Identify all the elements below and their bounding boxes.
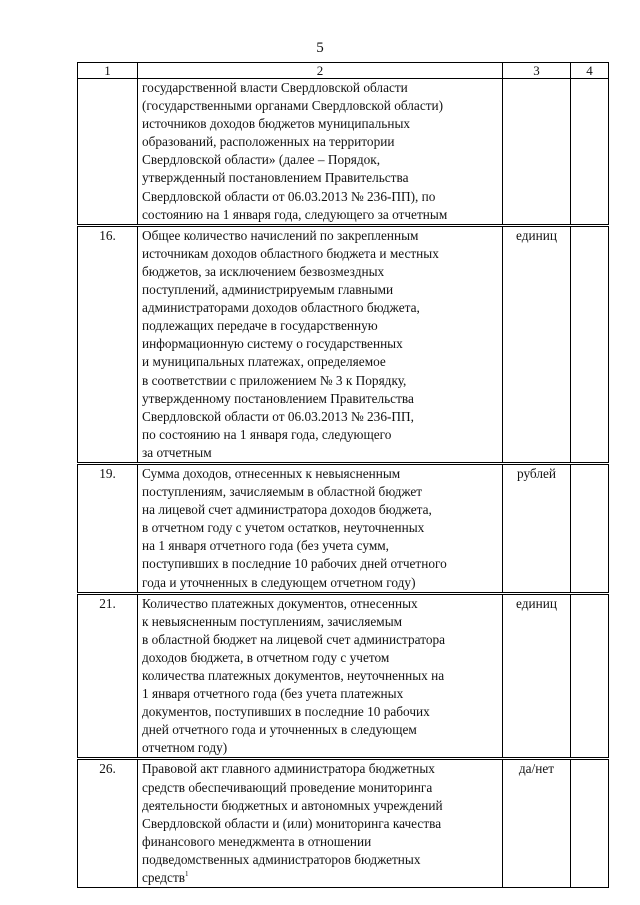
description-line-text: Общее количество начислений по закрепленным — [142, 227, 419, 243]
description-line — [142, 169, 498, 187]
row-number: 19. — [78, 463, 138, 593]
table-row — [78, 593, 609, 759]
description-line — [142, 483, 498, 501]
description-line — [142, 465, 498, 483]
description-line-text: количества платежных документов, неуточненных на — [142, 668, 445, 683]
description-line-text: образований, расположенных на территории — [142, 134, 395, 150]
indicator-value — [571, 759, 609, 888]
description-line-text: Количество платежных документов, отнесенных — [142, 595, 418, 611]
description-line — [142, 281, 498, 299]
table-row — [78, 79, 609, 226]
description-line-text: поступивших в последние 10 рабочих дней отчетного — [142, 556, 447, 572]
description-line-text: государственной власти Свердловской области — [142, 80, 408, 95]
description-line-text: информационную систему о государственных — [142, 336, 403, 352]
description-line-text: администраторами доходов областного бюджета, — [142, 300, 420, 316]
description-line-text: за отчетным — [142, 444, 212, 460]
indicators-table — [77, 62, 609, 888]
description-line — [142, 79, 498, 97]
header-col-3: 3 — [503, 63, 571, 79]
unit-of-measure: рублей — [503, 463, 571, 593]
table-row — [78, 463, 609, 593]
description-line — [142, 372, 498, 390]
unit-of-measure: да/нет — [503, 759, 571, 888]
description-line-text: (государственными органами Свердловской области) — [142, 98, 444, 114]
description-line — [142, 317, 498, 335]
description-line-text: 1 января отчетного года (без учета платежных — [142, 686, 404, 702]
description-line — [142, 97, 498, 115]
description-line — [142, 703, 498, 721]
description-line-text: финансового менеджмента в отношении — [142, 833, 372, 849]
description-line-text: деятельности бюджетных и автономных учреждений — [142, 797, 443, 813]
header-col-4: 4 — [571, 63, 609, 79]
indicator-description — [138, 759, 503, 888]
description-line — [142, 760, 498, 778]
description-line-text: подведомственных администраторов бюджетных — [142, 851, 421, 867]
footnote-mark: 1 — [185, 870, 189, 879]
description-line — [142, 501, 498, 519]
description-line — [142, 739, 498, 757]
unit-of-measure: единиц — [503, 225, 571, 463]
description-line-text: Свердловской области от 06.03.2013 № 236-ПП), по — [142, 188, 436, 204]
description-line — [142, 649, 498, 667]
description-line-text: источникам доходов областного бюджета и местных — [142, 245, 439, 261]
description-line — [142, 555, 498, 573]
row-number: 26. — [78, 759, 138, 888]
description-line — [142, 263, 498, 281]
description-line — [142, 206, 498, 224]
description-line-text: поступлениям, зачисляемым в областной бюджет — [142, 484, 423, 500]
indicator-description — [138, 225, 503, 463]
unit-of-measure — [503, 79, 571, 226]
row-number: 16. — [78, 225, 138, 463]
description-line — [142, 353, 498, 371]
description-line-text: утвержденный постановлением Правительства — [142, 170, 409, 186]
description-line — [142, 245, 498, 263]
description-line-text: на 1 января отчетного года (без учета сумм, — [142, 538, 390, 554]
indicator-value — [571, 225, 609, 463]
description-line — [142, 299, 498, 317]
description-line-text: состоянию на 1 января года, следующего за отчетным — [142, 206, 448, 222]
description-line-text: по состоянию на 1 января года, следующего — [142, 426, 392, 442]
description-line-text: отчетном году) — [142, 740, 228, 756]
header-col-2: 2 — [138, 63, 503, 79]
description-line — [142, 833, 498, 851]
table-header-row — [78, 63, 609, 79]
indicator-value — [571, 79, 609, 226]
description-line-text: к невыясненным поступлениям, зачисляемым — [142, 613, 403, 629]
description-line-text: Сумма доходов, отнесенных к невыясненным — [142, 465, 401, 481]
indicator-description — [138, 593, 503, 759]
description-line-text: документов, поступивших в последние 10 рабочих — [142, 704, 430, 720]
indicator-value — [571, 463, 609, 593]
row-number — [78, 79, 138, 226]
description-line — [142, 631, 498, 649]
description-line — [142, 335, 498, 353]
table-row — [78, 225, 609, 463]
description-line-text: Свердловской области и (или) мониторинга качества — [142, 815, 442, 831]
description-line-text: подлежащих передаче в государственную — [142, 318, 378, 334]
table-row — [78, 759, 609, 888]
description-line — [142, 133, 498, 151]
description-line-text: в областной бюджет на лицевой счет администратора — [142, 631, 446, 647]
description-line-text: на лицевой счет администратора доходов бюджета, — [142, 502, 432, 518]
description-line-text: средств обеспечивающий проведение мониторинга — [142, 779, 433, 795]
description-line — [142, 188, 498, 206]
description-line — [142, 151, 498, 169]
description-line-text: поступлений, администрируемым главными — [142, 282, 394, 298]
description-line-text: в соответствии с приложением № 3 к Порядку, — [142, 372, 407, 388]
description-line — [142, 390, 498, 408]
indicator-description — [138, 463, 503, 593]
indicator-description — [138, 79, 503, 226]
description-line — [142, 227, 498, 245]
description-line — [142, 869, 498, 887]
description-line-text: средств — [142, 870, 186, 886]
row-number: 21. — [78, 593, 138, 759]
description-line-text: дней отчетного года и уточненных в следующем — [142, 722, 417, 738]
description-line — [142, 797, 498, 815]
unit-of-measure: единиц — [503, 593, 571, 759]
description-line-text: бюджетов, за исключением безвозмездных — [142, 263, 385, 279]
description-line — [142, 779, 498, 797]
description-line — [142, 595, 498, 613]
description-line — [142, 851, 498, 869]
description-line-text: в отчетном году с учетом остатков, неуточненных — [142, 520, 425, 536]
description-line-text: Свердловской области» (далее – Порядок, — [142, 152, 381, 168]
description-line — [142, 685, 498, 703]
description-line — [142, 519, 498, 537]
description-line-text: утвержденному постановлением Правительства — [142, 390, 414, 406]
header-col-1: 1 — [78, 63, 138, 79]
description-line — [142, 613, 498, 631]
description-line — [142, 115, 498, 133]
description-line-text: и муниципальных платежах, определяемое — [142, 354, 386, 370]
page-number: 5 — [316, 40, 324, 56]
description-line — [142, 426, 498, 444]
description-line — [142, 408, 498, 426]
description-line — [142, 667, 498, 685]
description-line — [142, 537, 498, 555]
indicator-value — [571, 593, 609, 759]
description-line — [142, 574, 498, 592]
description-line-text: Свердловской области от 06.03.2013 № 236-ПП, — [142, 408, 414, 424]
description-line-text: источников доходов бюджетов муниципальных — [142, 116, 411, 132]
description-line-text: доходов бюджета, в отчетном году с учетом — [142, 649, 390, 665]
description-line — [142, 721, 498, 739]
description-line — [142, 444, 498, 462]
description-line-text: Правовой акт главного администратора бюджетных — [142, 761, 435, 777]
description-line-text: года и уточненных в следующем отчетном году) — [142, 574, 416, 590]
description-line — [142, 815, 498, 833]
